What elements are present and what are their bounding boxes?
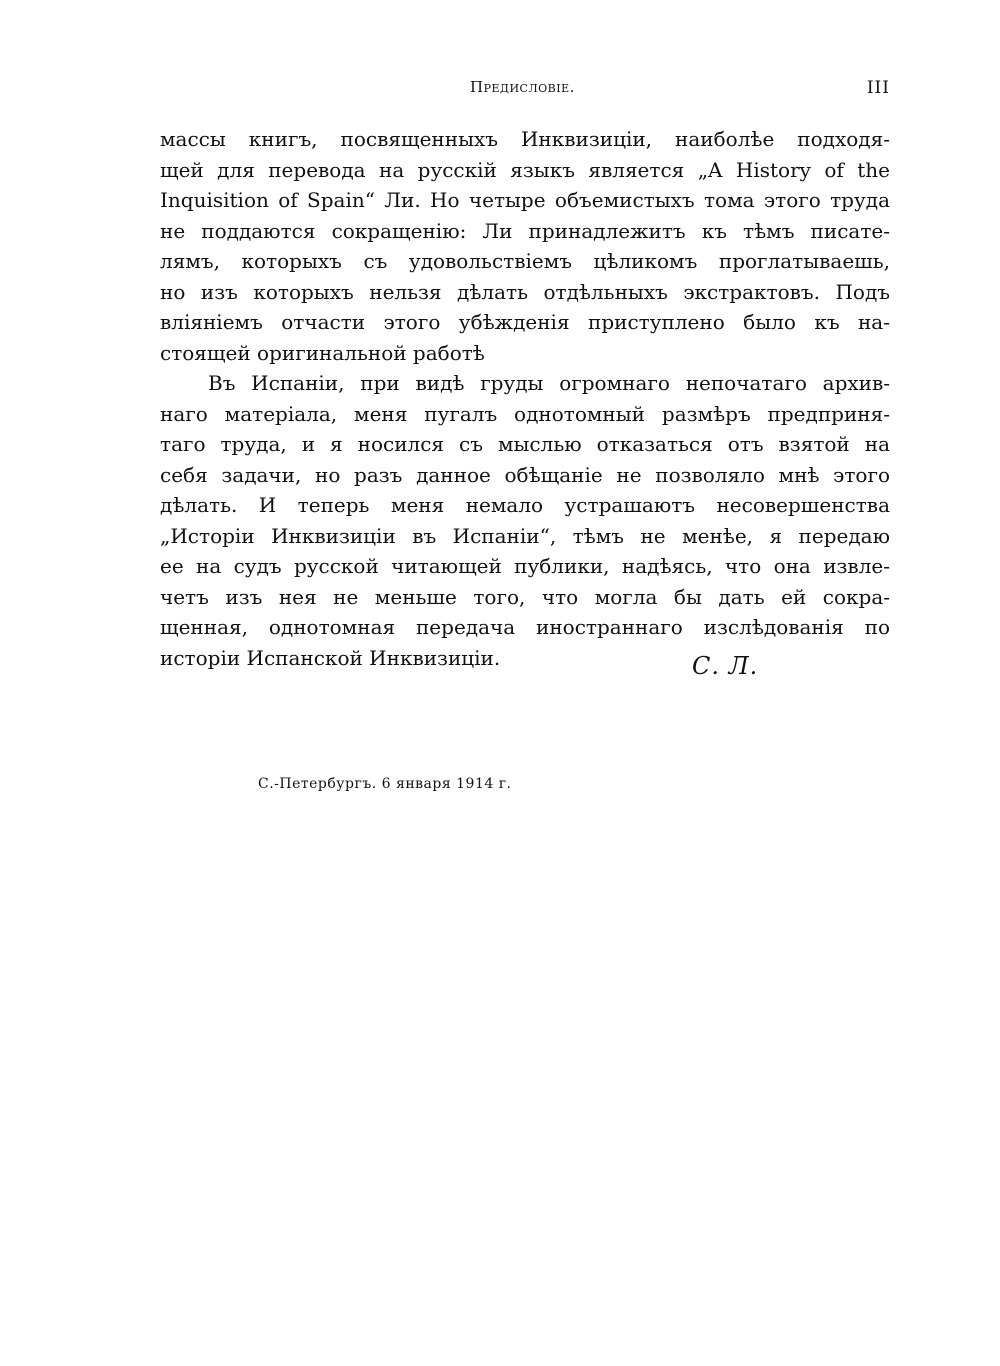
- text-line: ее на судъ русской читающей публики, надѣясь, что она извле-: [160, 554, 890, 578]
- text-line: „Исторiи Инквизицiи въ Испанiи“, тѣмъ не менѣе, я передаю: [160, 523, 890, 548]
- text-line: себя задачи, но разъ данное обѣщанiе не позволяло мнѣ этого: [160, 462, 890, 487]
- text-line: щей для перевода на русскiй языкъ является „A History of the: [160, 157, 890, 182]
- text-line: щенная, однотомная передача иностраннаго изслѣдованiя по: [160, 615, 890, 639]
- running-title: Предисловiе.: [470, 78, 575, 96]
- place-and-date: С.-Петербургъ. 6 января 1914 г.: [258, 776, 512, 792]
- paragraph-1: [160, 124, 890, 368]
- text-line: но изъ которыхъ нельзя дѣлать отдѣльныхъ экстрактовъ. Подъ: [160, 279, 890, 304]
- text-line: таго труда, и я носился съ мыслью отказаться отъ взятой на: [160, 432, 890, 456]
- text-line: массы книгъ, посвященныхъ Инквизицiи, наиболѣе подходя-: [160, 127, 890, 151]
- text-line: Inquisition of Spain“ Ли. Но четыре объемистыхъ тома этого труда: [160, 188, 890, 212]
- text-line: стоящей оригинальной работѣ: [160, 340, 485, 365]
- author-signature: С. Л.: [692, 652, 759, 680]
- text-line: исторiи Испанской Инквизицiи.: [160, 645, 501, 670]
- body-text: [160, 124, 890, 673]
- text-line: не поддаются сокращенiю: Ли принадлежитъ къ тѣмъ писате-: [160, 218, 890, 243]
- text-line: лямъ, которыхъ съ удовольствiемъ цѣликомъ проглатываешь,: [160, 249, 890, 273]
- text-line: влiянiемъ отчасти этого убѣжденiя приступлено было къ на-: [160, 310, 890, 334]
- paragraph-2: [160, 368, 890, 673]
- page-number: III: [866, 78, 890, 98]
- text-line: четъ изъ нея не меньше того, что могла бы дать ей сокра-: [160, 584, 890, 609]
- text-line: Въ Испанiи, при видѣ груды огромнаго непочатаго архив-: [208, 371, 890, 395]
- running-head: [160, 78, 890, 106]
- text-line: дѣлать. И теперь меня немало устрашаютъ несовершенства: [160, 493, 890, 517]
- text-line: наго матерiала, меня пугалъ однотомный размѣръ предприня-: [160, 401, 890, 426]
